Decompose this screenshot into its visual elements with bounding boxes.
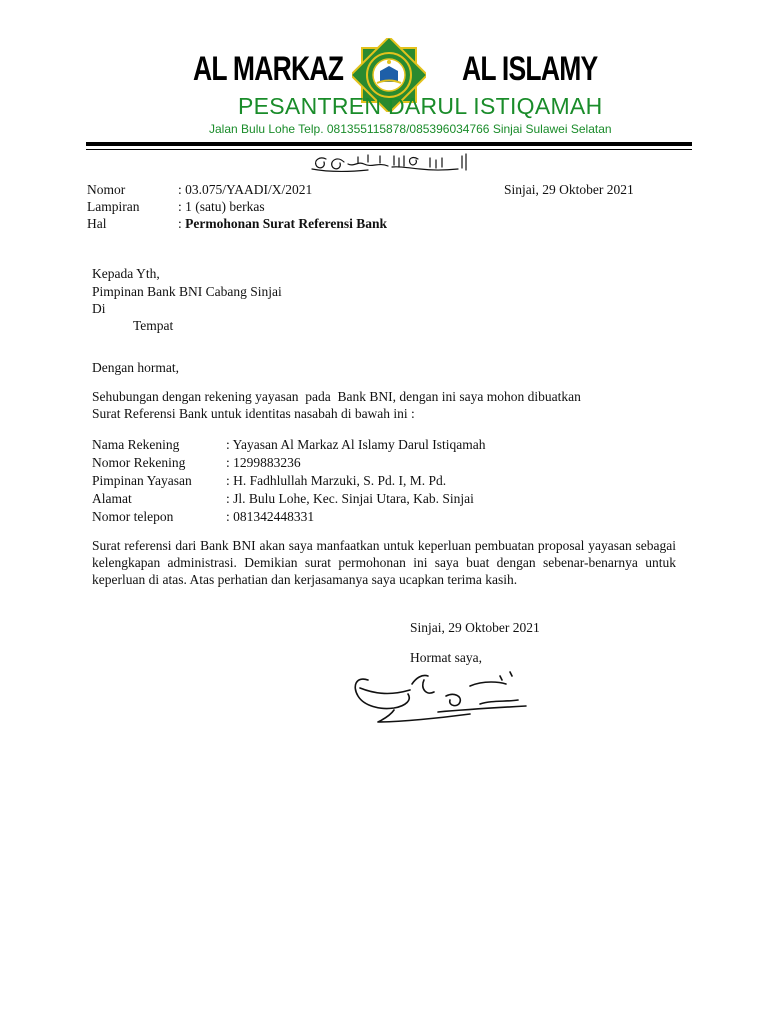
intro-line-2: Surat Referensi Bank untuk identitas nasabah di bawah ini :: [92, 406, 415, 421]
detail-label-nama-rekening: Nama Rekening: [92, 437, 180, 452]
recipient-line-2: Pimpinan Bank BNI Cabang Sinjai: [92, 284, 282, 299]
recipient-line-1: Kepada Yth,: [92, 266, 160, 281]
detail-value-nomor-rekening: : 1299883236: [226, 455, 301, 470]
hal-colon: :: [178, 216, 186, 231]
letterhead-divider-thick: [86, 142, 692, 146]
letter-date: Sinjai, 29 Oktober 2021: [504, 182, 634, 197]
hal-label: Hal: [87, 216, 107, 231]
detail-label-nomor-rekening: Nomor Rekening: [92, 455, 186, 470]
detail-value-telepon: : 081342448331: [226, 509, 315, 524]
organization-name-left: AL MARKAZ: [193, 50, 344, 88]
nomor-value: : 03.075/YAADI/X/2021: [178, 182, 313, 197]
nomor-label: Nomor: [87, 182, 126, 197]
greeting: Dengan hormat,: [92, 360, 179, 375]
detail-label-telepon: Nomor telepon: [92, 509, 174, 524]
pesantren-title: PESANTREN DARUL ISTIQAMAH: [238, 93, 603, 119]
closing-paragraph: Surat referensi dari Bank BNI akan saya manfaatkan untuk keperluan pembuatan proposal yayasan sebagai kelengkapan administrasi. Demikian surat permohonan ini saya buat dengan sebenar-benarnya untuk keperluan di atas. Atas perhatian dan kerjasamanya saya ucapkan terima kasih.: [92, 538, 676, 587]
lampiran-value: : 1 (satu) berkas: [178, 199, 265, 214]
intro-line-1: Sehubungan dengan rekening yayasan pada Bank BNI, dengan ini saya mohon dibuatkan: [92, 389, 581, 404]
detail-value-nama-rekening: : Yayasan Al Markaz Al Islamy Darul Istiqamah: [226, 437, 486, 452]
signature-image: [350, 666, 536, 728]
signoff-salutation: Hormat saya,: [410, 650, 482, 665]
recipient-line-3: Di: [92, 301, 106, 316]
hal-subject: Permohonan Surat Referensi Bank: [185, 216, 388, 231]
detail-value-alamat: : Jl. Bulu Lohe, Kec. Sinjai Utara, Kab. Sinjai: [226, 491, 474, 506]
recipient-line-4: Tempat: [133, 318, 174, 333]
detail-label-alamat: Alamat: [92, 491, 132, 506]
detail-value-pimpinan: : H. Fadhlullah Marzuki, S. Pd. I, M. Pd.: [226, 473, 447, 488]
lampiran-label: Lampiran: [87, 199, 140, 214]
detail-label-pimpinan: Pimpinan Yayasan: [92, 473, 192, 488]
signoff-place-date: Sinjai, 29 Oktober 2021: [410, 620, 540, 635]
organization-name-right: AL ISLAMY: [462, 50, 598, 88]
bismillah-calligraphy-icon: [308, 150, 470, 176]
hal-field: [178, 215, 387, 232]
letterhead-address: Jalan Bulu Lohe Telp. 081355115878/085396034766 Sinjai Sulawei Selatan: [209, 122, 612, 136]
